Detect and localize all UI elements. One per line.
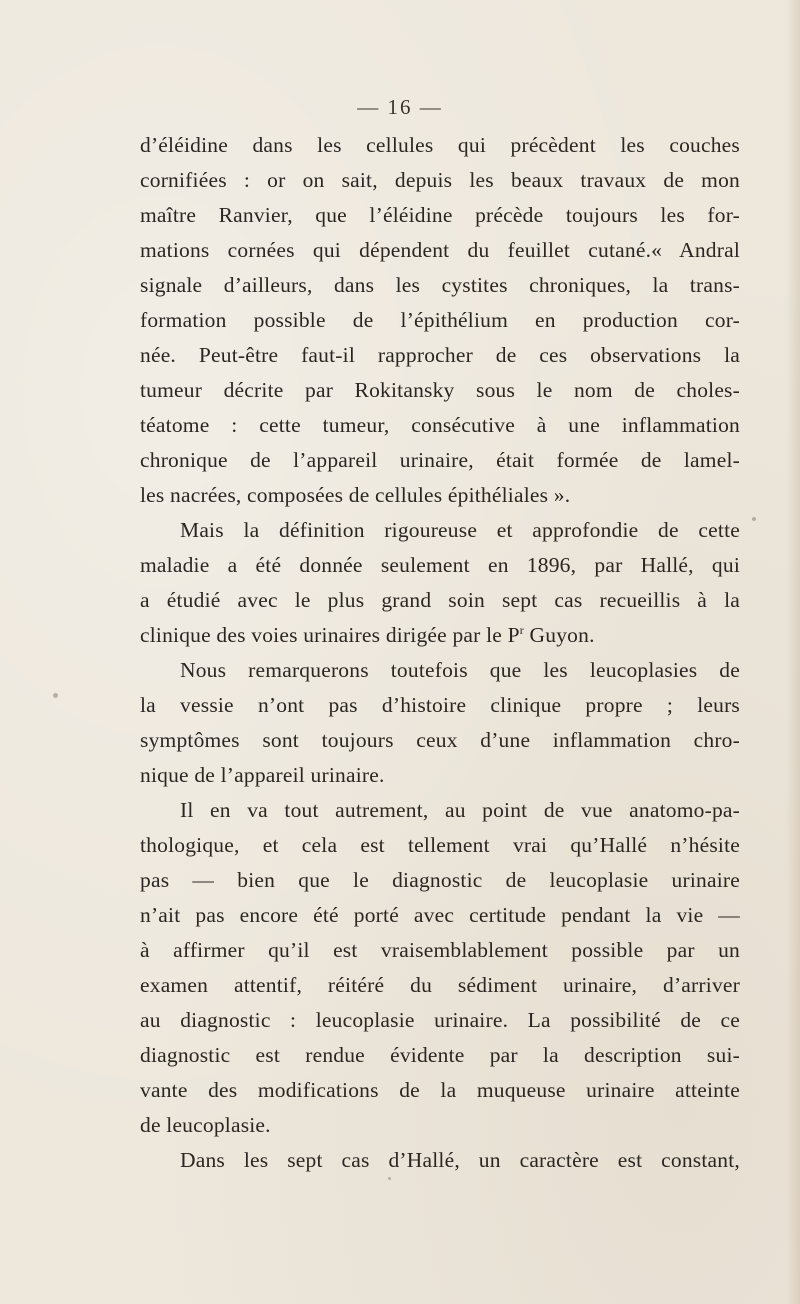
text-line: thologique, et cela est tellement vrai qu’Hallé n’hésite [140, 833, 740, 857]
page-number: — 16 — [357, 95, 443, 119]
text-line: née. Peut-être faut-il rapprocher de ces observations la [140, 343, 740, 367]
paper-speck [53, 693, 58, 698]
text-line: diagnostic est rendue évidente par la description sui- [140, 1043, 740, 1067]
text-line: chronique de l’appareil urinaire, était formée de lamel- [140, 448, 740, 472]
text-line: cornifiées : or on sait, depuis les beaux travaux de mon [140, 168, 740, 192]
text-line-paragraph-start: Il en va tout autrement, au point de vue anatomo-pa- [180, 798, 740, 822]
text-line-paragraph-start: Dans les sept cas d’Hallé, un caractère est constant, [180, 1148, 740, 1172]
text-line: téatome : cette tumeur, consécutive à une inflammation [140, 413, 740, 437]
text-line: la vessie n’ont pas d’histoire clinique propre ; leurs [140, 693, 740, 717]
text-line: d’éléidine dans les cellules qui précèdent les couches [140, 133, 740, 157]
text-line-paragraph-end [140, 618, 740, 653]
text-line-paragraph-start: Mais la définition rigoureuse et approfondie de cette [180, 518, 740, 542]
paper-speck [752, 517, 756, 521]
text-line: mations cornées qui dépendent du feuillet cutané.« Andral [140, 238, 740, 262]
page-edge-shadow [786, 0, 800, 1304]
text-line: au diagnostic : leucoplasie urinaire. La possibilité de ce [140, 1008, 740, 1032]
text-fragment: Guyon. [523, 623, 595, 647]
text-line-paragraph-end: de leucoplasie. [140, 1113, 271, 1137]
text-line-paragraph-end: nique de l’appareil urinaire. [140, 763, 385, 787]
text-line: n’ait pas encore été porté avec certitude pendant la vie — [140, 903, 740, 927]
text-line: formation possible de l’épithélium en production cor- [140, 308, 740, 332]
text-line: tumeur décrite par Rokitansky sous le nom de choles- [140, 378, 740, 402]
text-line: maladie a été donnée seulement en 1896, par Hallé, qui [140, 553, 740, 577]
body-text [140, 128, 740, 1178]
text-line-paragraph-end: les nacrées, composées de cellules épithéliales ». [140, 483, 571, 507]
text-line: examen attentif, réitéré du sédiment urinaire, d’arriver [140, 973, 740, 997]
text-line: pas — bien que le diagnostic de leucoplasie urinaire [140, 868, 740, 892]
text-line: symptômes sont toujours ceux d’une inflammation chro- [140, 728, 740, 752]
text-fragment: clinique des voies urinaires dirigée par le [140, 623, 508, 647]
abbreviation-professeur: $P^r$ [507, 623, 524, 647]
text-line: signale d’ailleurs, dans les cystites chroniques, la trans- [140, 273, 740, 297]
text-line-paragraph-start: Nous remarquerons toutefois que les leucoplasies de [180, 658, 740, 682]
paper-speck [388, 1177, 391, 1180]
text-line: maître Ranvier, que l’éléidine précède toujours les for- [140, 203, 740, 227]
text-line: vante des modifications de la muqueuse urinaire atteinte [140, 1078, 740, 1102]
text-line: à affirmer qu’il est vraisemblablement possible par un [140, 938, 740, 962]
text-line: a étudié avec le plus grand soin sept cas recueillis à la [140, 588, 740, 612]
